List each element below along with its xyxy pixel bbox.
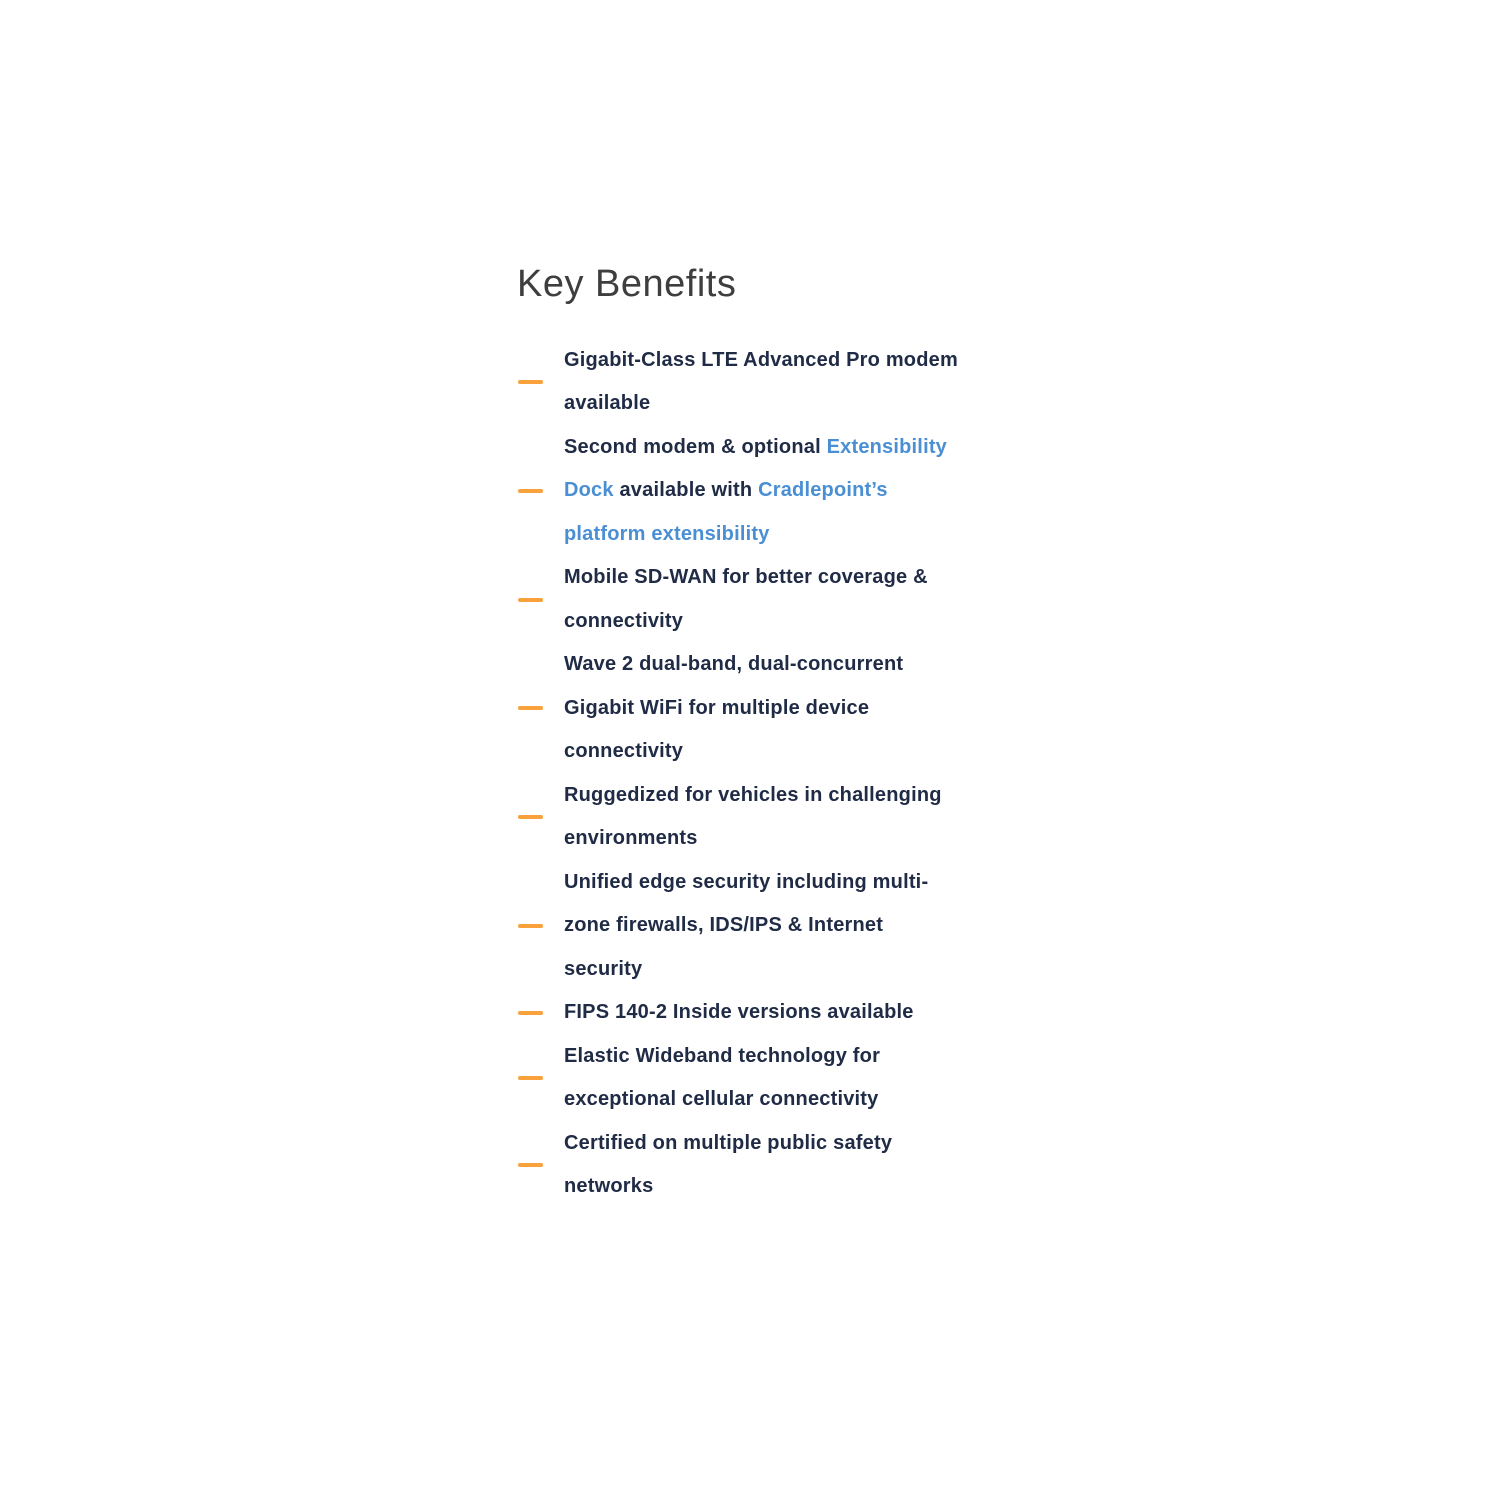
benefit-text-line (564, 469, 947, 513)
benefit-text-segment: Certified on multiple public safety (564, 1131, 893, 1154)
benefit-text (564, 556, 928, 643)
benefit-text-segment: security (564, 957, 643, 980)
benefit-text-line (564, 382, 958, 426)
list-item (517, 1035, 997, 1122)
dash-bullet-icon (518, 489, 543, 493)
benefit-link[interactable]: platform extensibility (564, 522, 770, 545)
benefit-text-segment: Mobile SD-WAN for better coverage & (564, 566, 928, 589)
list-item (517, 426, 997, 557)
dash-bullet-icon (518, 924, 543, 928)
benefit-text-segment: Gigabit-Class LTE Advanced Pro modem (564, 348, 958, 371)
benefit-text-line (564, 774, 942, 818)
benefit-text (564, 643, 903, 774)
list-item (517, 774, 997, 861)
benefit-text-segment: environments (564, 827, 698, 850)
benefit-text (564, 426, 947, 557)
benefit-text-line (564, 1165, 892, 1209)
benefit-text-segment: Ruggedized for vehicles in challenging (564, 783, 942, 806)
benefit-text-line (564, 1035, 880, 1079)
list-item (517, 991, 997, 1035)
benefit-text-segment: zone firewalls, IDS/IPS & Internet (564, 914, 884, 937)
benefit-link[interactable]: Extensibility (826, 435, 948, 458)
dash-bullet-icon (518, 1163, 543, 1167)
dash-bullet-icon (518, 1011, 543, 1015)
list-item (517, 861, 997, 992)
list-item (517, 643, 997, 774)
list-item (517, 339, 997, 426)
benefit-text-segment: networks (564, 1175, 654, 1198)
benefit-text (564, 339, 958, 426)
benefit-text-segment: available (564, 392, 651, 415)
benefit-text-line (564, 643, 903, 687)
key-benefits-section (517, 262, 997, 1209)
benefit-text (564, 1035, 880, 1122)
benefit-text (564, 991, 914, 1035)
benefit-text-line (564, 339, 958, 383)
benefit-text-segment: Wave 2 dual-band, dual-concurrent (564, 653, 904, 676)
key-benefits-list (517, 339, 997, 1209)
benefit-link[interactable]: Cradlepoint’s (758, 479, 888, 502)
benefit-text-segment: connectivity (564, 740, 684, 763)
dash-bullet-icon (518, 815, 543, 819)
benefit-text-line (564, 1078, 880, 1122)
benefit-text-line (564, 817, 942, 861)
benefit-text-line (564, 600, 928, 644)
benefit-text-line (564, 904, 928, 948)
benefit-text-line (564, 730, 903, 774)
benefit-text-segment: Elastic Wideband technology for (564, 1044, 881, 1067)
benefit-text-segment: FIPS 140-2 Inside versions available (564, 1001, 914, 1024)
benefit-text (564, 1122, 892, 1209)
benefit-text-line (564, 556, 928, 600)
benefit-text-line (564, 687, 903, 731)
benefit-text-line (564, 1122, 892, 1166)
benefit-text-segment: connectivity (564, 609, 684, 632)
dash-bullet-icon (518, 598, 543, 602)
benefit-text-segment: Unified edge security including multi- (564, 870, 929, 893)
benefit-text-line (564, 513, 947, 557)
benefit-text-line (564, 991, 914, 1035)
dash-bullet-icon (518, 1076, 543, 1080)
benefit-text-segment: exceptional cellular connectivity (564, 1088, 879, 1111)
benefit-text-line (564, 948, 928, 992)
list-item (517, 556, 997, 643)
benefit-link[interactable]: Dock (564, 479, 614, 502)
benefit-text-line (564, 861, 928, 905)
benefit-text-line (564, 426, 947, 470)
benefit-text-segment: available with (613, 479, 759, 502)
benefit-text-segment: Second modem & optional (564, 435, 827, 458)
dash-bullet-icon (518, 380, 543, 384)
dash-bullet-icon (518, 706, 543, 710)
list-item (517, 1122, 997, 1209)
benefit-text (564, 861, 928, 992)
benefit-text-segment: Gigabit WiFi for multiple device (564, 696, 870, 719)
benefit-text (564, 774, 942, 861)
page-title: Key Benefits (517, 263, 737, 305)
